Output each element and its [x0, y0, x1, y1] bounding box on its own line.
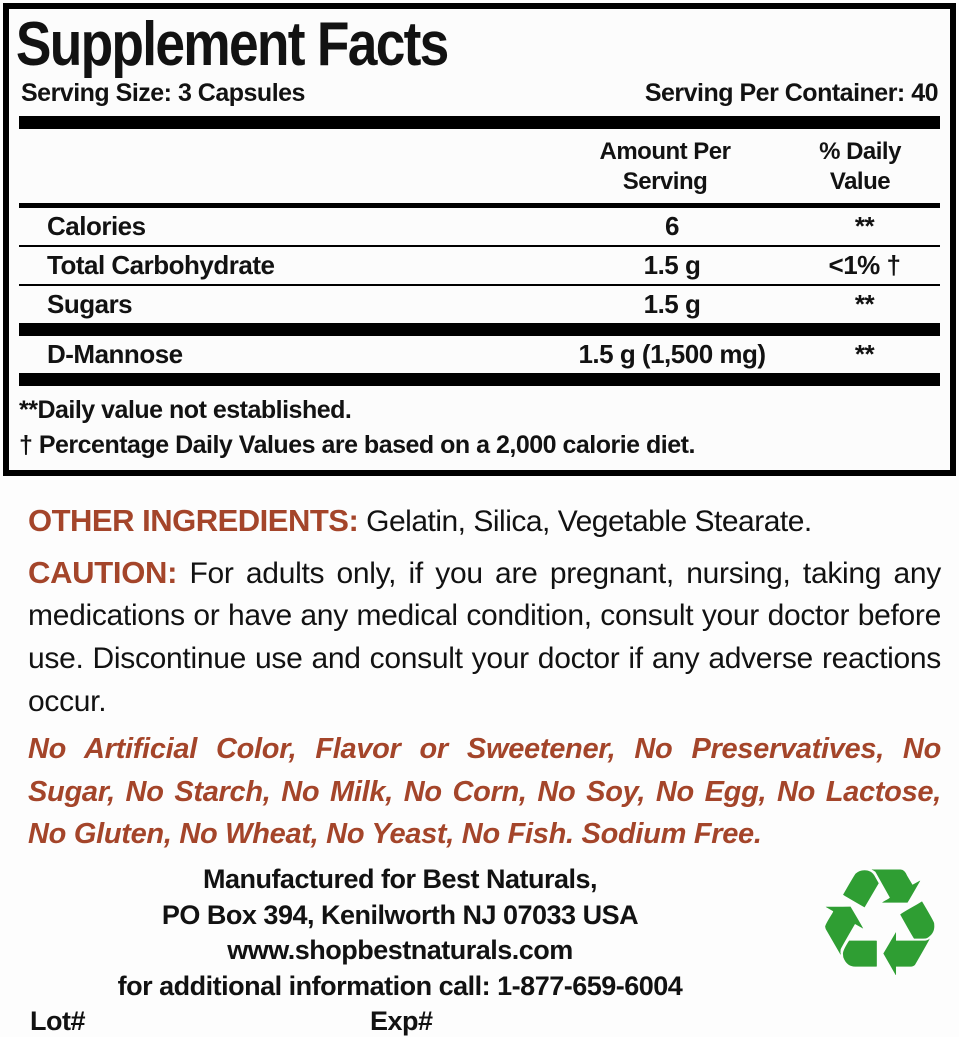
serving-row: [9, 75, 950, 116]
row-daily-value: **: [854, 289, 875, 319]
table-row-calories: [9, 208, 950, 245]
lot-exp-row: [30, 1006, 959, 1037]
supplement-facts-panel: [3, 3, 956, 476]
row-label: D-Mannose: [47, 339, 183, 369]
table-row-d-mannose: [9, 336, 950, 373]
table-row-sugars: [9, 286, 950, 323]
row-daily-value: **: [854, 211, 875, 241]
table-row-total-carbohydrate: [9, 247, 950, 284]
claims-paragraph: No Artificial Color, Flavor or Sweetener, No Preservatives, No Sugar, No Starch, No Milk, No Corn, No Soy, No Egg, No Lactose, No Gluten, No Wheat, No Yeast, No Fish. Sodium Free.: [28, 733, 941, 851]
manufacturer-block: [0, 862, 800, 1005]
website-line: www.shopbestnaturals.com: [227, 935, 573, 966]
address-line: PO Box 394, Kenilworth NJ 07033 USA: [161, 899, 639, 930]
row-daily-value: <1% †: [828, 250, 901, 280]
panel-title: Supplement Facts: [15, 10, 448, 79]
serving-size: Serving Size: 3 Capsules: [21, 79, 305, 107]
supplement-label: [0, 3, 959, 1037]
row-amount: 1.5 g: [643, 289, 701, 319]
row-amount: 6: [665, 211, 679, 241]
other-ingredients-heading: OTHER INGREDIENTS:: [28, 503, 359, 538]
row-daily-value: **: [854, 339, 875, 369]
caution-heading: CAUTION:: [28, 554, 178, 590]
caution-paragraph: [28, 551, 941, 725]
other-ingredients-paragraph: [28, 500, 939, 543]
footnote-percent-dv: † Percentage Daily Values are based on a 2,000 calorie diet.: [19, 430, 695, 459]
servings-per-container: Serving Per Container: 40: [644, 79, 938, 107]
exp-label: Exp#: [370, 1006, 433, 1037]
other-ingredients-text: Gelatin, Silica, Vegetable Stearate.: [358, 505, 812, 538]
row-label: Total Carbohydrate: [47, 250, 275, 280]
divider-thick: [19, 323, 940, 336]
row-amount: 1.5 g: [643, 250, 701, 280]
manufacturer-line: Manufactured for Best Naturals,: [202, 863, 598, 894]
lot-label: Lot#: [30, 1006, 85, 1037]
divider-thick: [19, 373, 940, 386]
row-label: Calories: [47, 211, 146, 241]
recycle-icon: ♻: [812, 837, 947, 1011]
footnote-daily-value: **Daily value not established.: [19, 396, 352, 424]
column-header-amount: Amount Per Serving: [599, 138, 731, 195]
row-amount: 1.5 g (1,500 mg): [578, 339, 766, 369]
caution-text: For adults only, if you are pregnant, nursing, taking any medications or have any medical condition, consult your doctor before use. Discontinue use and consult your doctor if any adverse reactions occur.: [28, 556, 941, 719]
footnotes: [9, 386, 950, 470]
table-header-row: [9, 129, 950, 203]
phone-line: for additional information call: 1-877-659-6004: [117, 970, 683, 1001]
row-label: Sugars: [47, 289, 133, 319]
column-header-daily-value: % Daily Value: [819, 138, 901, 195]
divider-thick: [19, 116, 940, 129]
